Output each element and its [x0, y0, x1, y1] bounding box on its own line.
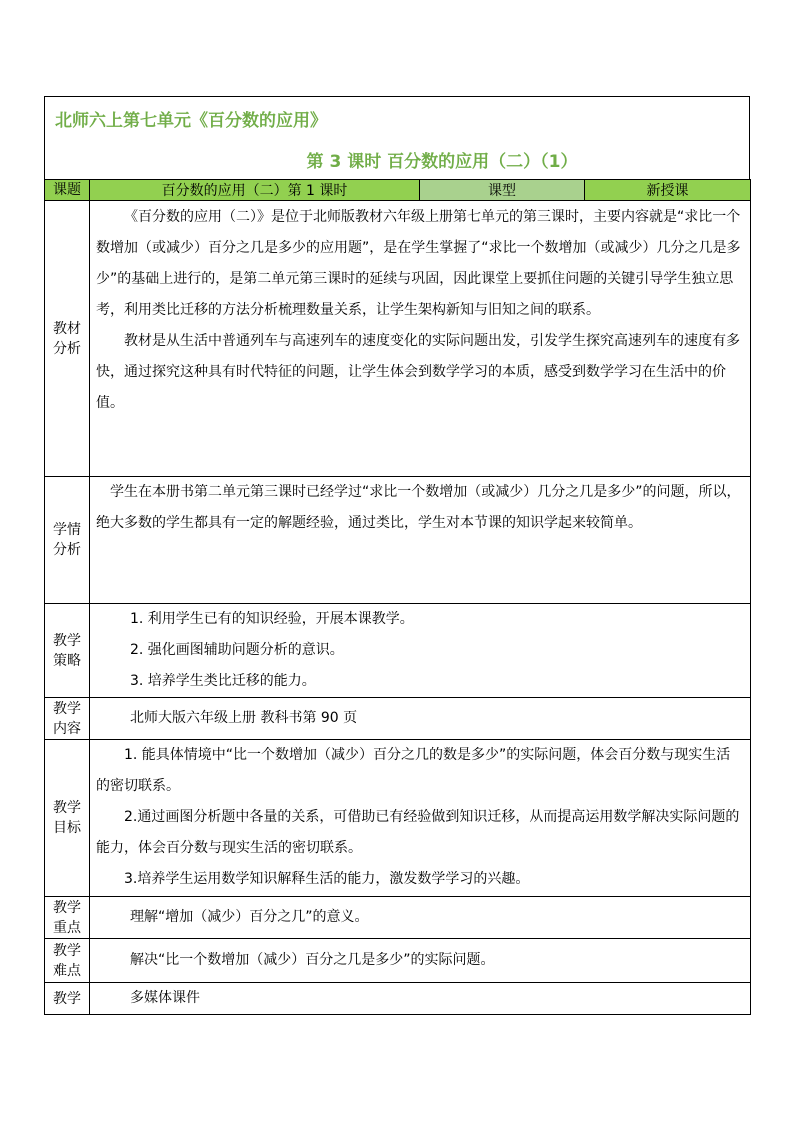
- student-label: [45, 477, 90, 604]
- goals-row: [45, 740, 751, 897]
- type-label: 课型: [420, 180, 585, 201]
- goals-label-line1: 教学: [53, 800, 81, 816]
- topic-value: 百分数的应用（二）第 1 课时: [90, 180, 420, 201]
- content-value: 北师大版六年级上册 教科书第 90 页: [90, 698, 751, 740]
- material-label: [45, 201, 90, 477]
- material-label-line2: 分析: [53, 340, 81, 357]
- material-paragraph-2: 教材是从生活中普通列车与高速列车的速度变化的实际问题出发，引发学生探究高速列车的速度有多快，通过探究这种具有时代特征的问题，让学生体会到数学学习的本质，感受到数学学习在生活中的价值。: [96, 333, 740, 411]
- difficulty-label-line1: 教学: [53, 942, 81, 959]
- material-content: [90, 201, 751, 477]
- lesson-subtitle: 第 3 课时 百分数的应用（二）（1）: [306, 152, 578, 172]
- strategy-row: [45, 604, 751, 698]
- type-value: 新授课: [585, 180, 751, 201]
- material-row: [45, 201, 751, 477]
- student-label-line2: 分析: [53, 542, 81, 558]
- tools-value: 多媒体课件: [90, 983, 751, 1015]
- strategy-item: 1. 利用学生已有的知识经验，开展本课教学。: [130, 611, 414, 627]
- document-title: 北师六上第七单元《百分数的应用》: [55, 111, 327, 131]
- content-label: [45, 698, 90, 740]
- student-label-line1: 学情: [53, 522, 81, 538]
- student-content: [90, 477, 751, 604]
- goal-item: 1. 能具体情境中“比一个数增加（减少）百分之几的数是多少”的实际问题，体会百分数与现实生活的密切联系。: [96, 747, 731, 794]
- student-row: [45, 477, 751, 604]
- goals-content: [90, 740, 751, 897]
- key-point-label-line2: 重点: [53, 919, 81, 936]
- difficulty-value: 解决“比一个数增加（减少）百分之几是多少”的实际问题。: [90, 939, 751, 983]
- strategy-content: [90, 604, 751, 698]
- strategy-item: 3. 培养学生类比迁移的能力。: [130, 673, 316, 689]
- difficulty-label-line2: 难点: [53, 962, 81, 979]
- goals-label: [45, 740, 90, 897]
- difficulty-label: [45, 939, 90, 983]
- key-point-label-line1: 教学: [53, 899, 81, 916]
- goal-item: 3.培养学生运用数学知识解释生活的能力，激发数学学习的兴趣。: [124, 871, 530, 887]
- lesson-plan-page: [44, 96, 750, 1015]
- content-label-line2: 内容: [53, 720, 81, 737]
- document-header: [44, 96, 750, 179]
- lesson-plan-table: [44, 179, 751, 1015]
- content-row: [45, 698, 751, 740]
- goals-label-line2: 目标: [53, 820, 81, 836]
- key-point-value: 理解“增加（减少）百分之几”的意义。: [90, 897, 751, 939]
- student-paragraph: 学生在本册书第二单元第三课时已经学过“求比一个数增加（或减少）几分之几是多少”的问题，所以，绝大多数的学生都具有一定的解题经验，通过类比，学生对本节课的知识学起来较简单。: [96, 484, 741, 531]
- goal-item: 2.通过画图分析题中各量的关系，可借助已有经验做到知识迁移，从而提高运用数学解决实际问题的能力，体会百分数与现实生活的密切联系。: [96, 809, 740, 856]
- tools-label: 教学: [45, 983, 90, 1015]
- strategy-label-line1: 教学: [53, 632, 81, 649]
- difficulty-row: [45, 939, 751, 983]
- tools-row: [45, 983, 751, 1015]
- strategy-item: 2. 强化画图辅助问题分析的意识。: [130, 642, 344, 658]
- topic-row: [45, 180, 751, 201]
- strategy-label-line2: 策略: [53, 652, 81, 669]
- material-paragraph-1: 《百分数的应用（二）》是位于北师版教材六年级上册第七单元的第三课时，主要内容就是“求比一个数增加（或减少）百分之几是多少的应用题”，是在学生掌握了“求比一个数增加（或减少）几分之几是多少”的基础上进行的，是第二单元第三课时的延续与巩固，因此课堂上要抓住问题的关键引导学生独立思考，利用类比迁移的方法分析梳理数量关系，让学生架构新知与旧知之间的联系。: [96, 209, 741, 318]
- content-label-line1: 教学: [53, 700, 81, 717]
- topic-label: 课题: [45, 180, 90, 201]
- material-label-line1: 教材: [53, 320, 81, 337]
- key-point-row: [45, 897, 751, 939]
- strategy-label: [45, 604, 90, 698]
- key-point-label: [45, 897, 90, 939]
